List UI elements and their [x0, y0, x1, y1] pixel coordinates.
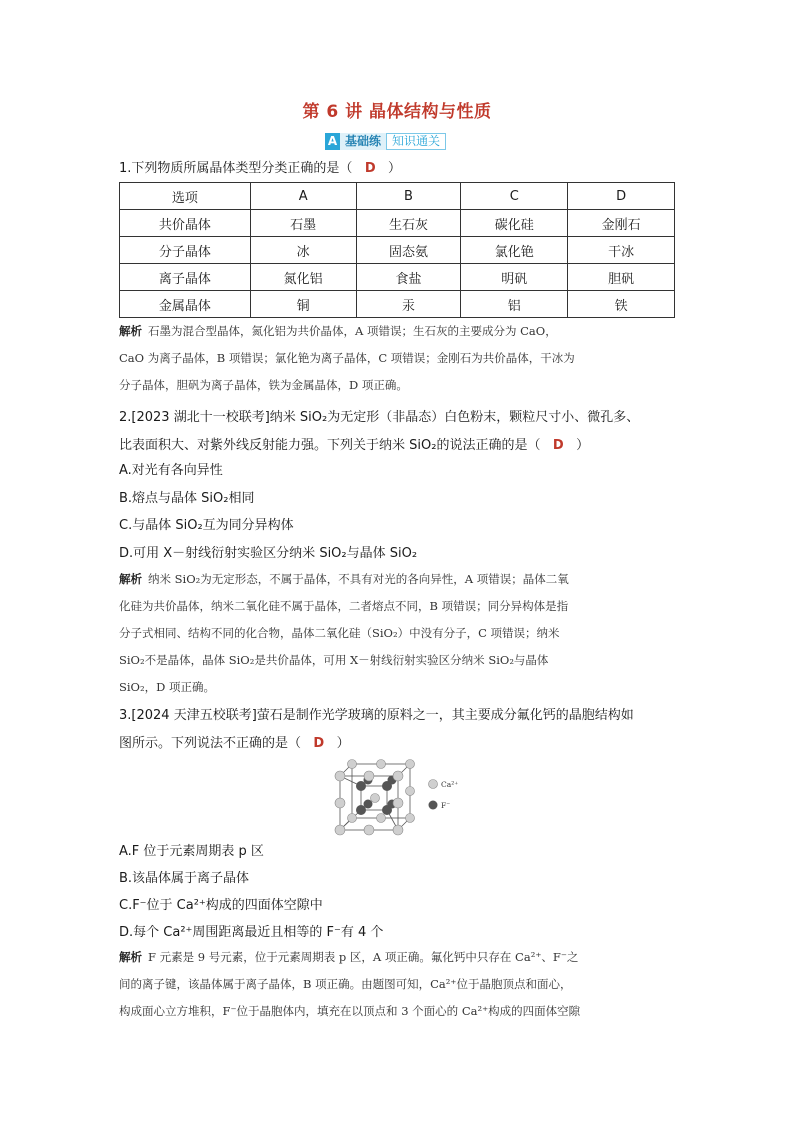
- q3-exp-line: 构成面心立方堆积，F⁻位于晶胞体内，填充在以顶点和 3 个面心的 Ca²⁺构成的四面体空隙: [119, 1004, 581, 1018]
- q3-stem-line1: 3.[2024 天津五校联考]萤石是制作光学玻璃的原料之一，其主要成分氟化钙的晶胞结构如: [119, 708, 634, 723]
- q2-stem-line2: 比表面积大、对紫外线反射能力强。下列关于纳米 SiO₂的说法正确的是（: [119, 438, 541, 453]
- q1-exp-line: CaO 为离子晶体，B 项错误；氯化铯为离子晶体，C 项错误；金刚石为共价晶体，干冰为: [119, 351, 575, 365]
- q3-exp-line: 间的离子键，该晶体属于离子晶体，B 项正确。由题图可知，Ca²⁺位于晶胞顶点和面心，: [119, 977, 572, 991]
- q2-exp-line: SiO₂不是晶体，晶体 SiO₂是共价晶体，可用 X－射线衍射实验区分纳米 SiO₂与晶体: [119, 653, 549, 667]
- q3-option-b: B.该晶体属于离子晶体: [119, 871, 250, 886]
- q1-stem: [119, 160, 401, 178]
- table-cell: 石墨: [250, 210, 356, 237]
- q2-exp-line: 分子式相同、结构不同的化合物，晶体二氧化硅（SiO₂）中没有分子，C 项错误；纳米: [119, 626, 560, 640]
- page-title: 第 6 讲 晶体结构与性质: [302, 102, 492, 122]
- table-cell: 干冰: [568, 237, 675, 264]
- q1-table: [119, 182, 675, 318]
- badge-main: 基础练: [340, 133, 386, 150]
- badge-letter: A: [325, 133, 340, 150]
- table-row: [120, 264, 675, 291]
- q3-exp-tag: 解析: [119, 950, 142, 964]
- table-row: [120, 291, 675, 318]
- table-cell: 食盐: [356, 264, 461, 291]
- table-cell: 铜: [250, 291, 356, 318]
- q2-answer: D: [552, 438, 564, 453]
- legend-ca-label: Ca²⁺: [441, 780, 459, 789]
- q3-stem-line2: 图所示。下列说法不正确的是（: [119, 736, 302, 751]
- legend-ca-swatch: [429, 780, 438, 789]
- q2-explanation: [119, 566, 679, 701]
- q3-close: ）: [336, 736, 350, 751]
- table-cell: 冰: [250, 237, 356, 264]
- q3-exp-line: F 元素是 9 号元素，位于元素周期表 p 区，A 项正确。氟化钙中只存在 Ca²⁺、F⁻之: [148, 950, 579, 964]
- q1-close: ）: [388, 161, 402, 176]
- table-cell: 铝: [461, 291, 568, 318]
- q1-stem-text: 1.下列物质所属晶体类型分类正确的是（: [119, 161, 353, 176]
- q2-options: [119, 457, 417, 567]
- table-cell: 明矾: [461, 264, 568, 291]
- table-cell: 铁: [568, 291, 675, 318]
- section-badge: [325, 133, 446, 150]
- q1-exp-tag: 解析: [119, 324, 142, 338]
- table-cell: 选项: [120, 183, 251, 210]
- table-row: [120, 237, 675, 264]
- table-cell: C: [461, 183, 568, 210]
- table-cell: D: [568, 183, 675, 210]
- q2-exp-line: 纳米 SiO₂为无定形态，不属于晶体，不具有对光的各向异性，A 项错误；晶体二氧: [148, 572, 569, 586]
- legend-f-label: F⁻: [441, 801, 451, 810]
- table-cell: 固态氨: [356, 237, 461, 264]
- q3-option-d: D.每个 Ca²⁺周围距离最近且相等的 F⁻有 4 个: [119, 925, 384, 940]
- q3-option-a: A.F 位于元素周期表 p 区: [119, 844, 264, 859]
- q1-exp-line: 分子晶体，胆矾为离子晶体，铁为金属晶体，D 项正确。: [119, 378, 408, 392]
- table-cell: B: [356, 183, 461, 210]
- q2-stem-line1: 2.[2023 湖北十一校联考]纳米 SiO₂为无定形（非晶态）白色粉末，颗粒尺寸小、微孔多、: [119, 410, 640, 425]
- table-cell: 共价晶体: [120, 210, 251, 237]
- table-cell: 离子晶体: [120, 264, 251, 291]
- q2-option-a: A.对光有各向异性: [119, 463, 223, 478]
- q3-answer: D: [313, 736, 325, 751]
- table-cell: 分子晶体: [120, 237, 251, 264]
- table-cell: A: [250, 183, 356, 210]
- q2-exp-line: SiO₂，D 项正确。: [119, 680, 215, 694]
- q3-option-c: C.F⁻位于 Ca²⁺构成的四面体空隙中: [119, 898, 323, 913]
- q1-explanation: [119, 318, 679, 399]
- q3-options: [119, 838, 383, 946]
- table-cell: 碳化硅: [461, 210, 568, 237]
- q2-option-d: D.可用 X－射线衍射实验区分纳米 SiO₂与晶体 SiO₂: [119, 545, 418, 561]
- legend-f-swatch: [429, 801, 438, 810]
- q2-option-b: B.熔点与晶体 SiO₂相同: [119, 490, 255, 506]
- q2-stem: [119, 404, 679, 460]
- table-cell: 金刚石: [568, 210, 675, 237]
- fluorite-unit-cell-figure: [330, 758, 470, 836]
- q3-explanation: [119, 944, 679, 1025]
- q2-option-c: C.与晶体 SiO₂互为同分异构体: [119, 518, 294, 533]
- table-row: [120, 210, 675, 237]
- table-cell: 生石灰: [356, 210, 461, 237]
- table-cell: 金属晶体: [120, 291, 251, 318]
- q1-answer: D: [364, 161, 376, 176]
- q1-exp-line: 石墨为混合型晶体，氮化铝为共价晶体，A 项错误；生石灰的主要成分为 CaO，: [148, 324, 557, 338]
- q2-exp-tag: 解析: [119, 572, 142, 586]
- q2-close: ）: [576, 438, 590, 453]
- table-cell: 氯化铯: [461, 237, 568, 264]
- table-cell: 汞: [356, 291, 461, 318]
- q3-stem: [119, 702, 679, 758]
- badge-sub: 知识通关: [386, 133, 446, 150]
- table-cell: 氮化铝: [250, 264, 356, 291]
- table-cell: 胆矾: [568, 264, 675, 291]
- table-header-row: [120, 183, 675, 210]
- q2-exp-line: 化硅为共价晶体，纳米二氧化硅不属于晶体，二者熔点不同，B 项错误；同分异构体是指: [119, 599, 569, 613]
